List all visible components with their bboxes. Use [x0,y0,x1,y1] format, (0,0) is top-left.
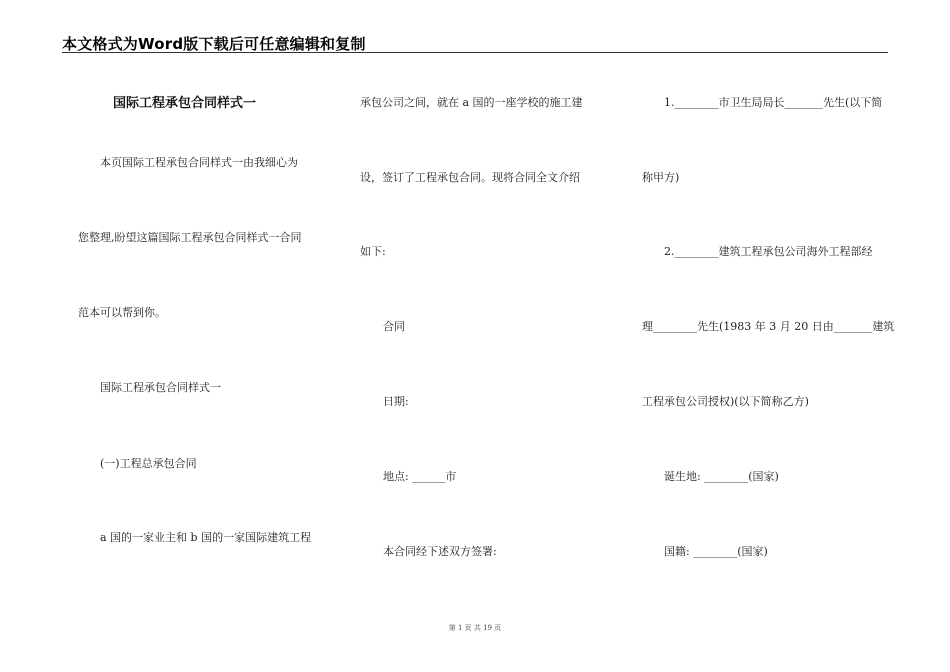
document-header: 本文格式为Word版下载后可任意编辑和复制 [62,35,366,53]
paragraph-line: 国籍: ________(国家) [664,545,768,558]
paragraph-line: 如下: [360,245,386,258]
paragraph-line: 诞生地: ________(国家) [664,470,779,483]
paragraph-line: a 国的一家业主和 b 国的一家国际建筑工程 [100,531,312,544]
paragraph-line: 本合同经下述双方签署: [383,545,497,558]
paragraph-line: 2.________建筑工程承包公司海外工程部经 [664,245,873,258]
paragraph-line: 设，签订了工程承包合同。现将合同全文介绍 [360,171,580,184]
document-title: 国际工程承包合同样式一 [113,96,257,111]
paragraph-line: (一)工程总承包合同 [100,457,197,470]
paragraph-line: 工程承包公司授权)(以下简称乙方) [642,395,809,408]
paragraph-line: 理________先生(1983 年 3 月 20 日由_______建筑 [642,320,895,333]
paragraph-line: 您整理,盼望这篇国际工程承包合同样式一合同 [78,231,302,244]
paragraph-line: 1.________市卫生局局长_______先生(以下简 [664,96,883,109]
paragraph-line: 地点: ______市 [383,470,457,483]
paragraph-line: 国际工程承包合同样式一 [100,381,221,394]
paragraph-line: 本页国际工程承包合同样式一由我细心为 [100,156,298,169]
paragraph-line: 日期: [383,395,409,408]
paragraph-line: 承包公司之间，就在 a 国的一座学校的施工建 [360,96,583,109]
paragraph-line: 称甲方) [642,171,680,184]
paragraph-line: 范本可以帮到你。 [78,306,166,319]
header-rule [62,52,888,53]
page-number: 第 1 页 共 19 页 [448,624,502,632]
paragraph-line: 合同 [383,320,405,333]
